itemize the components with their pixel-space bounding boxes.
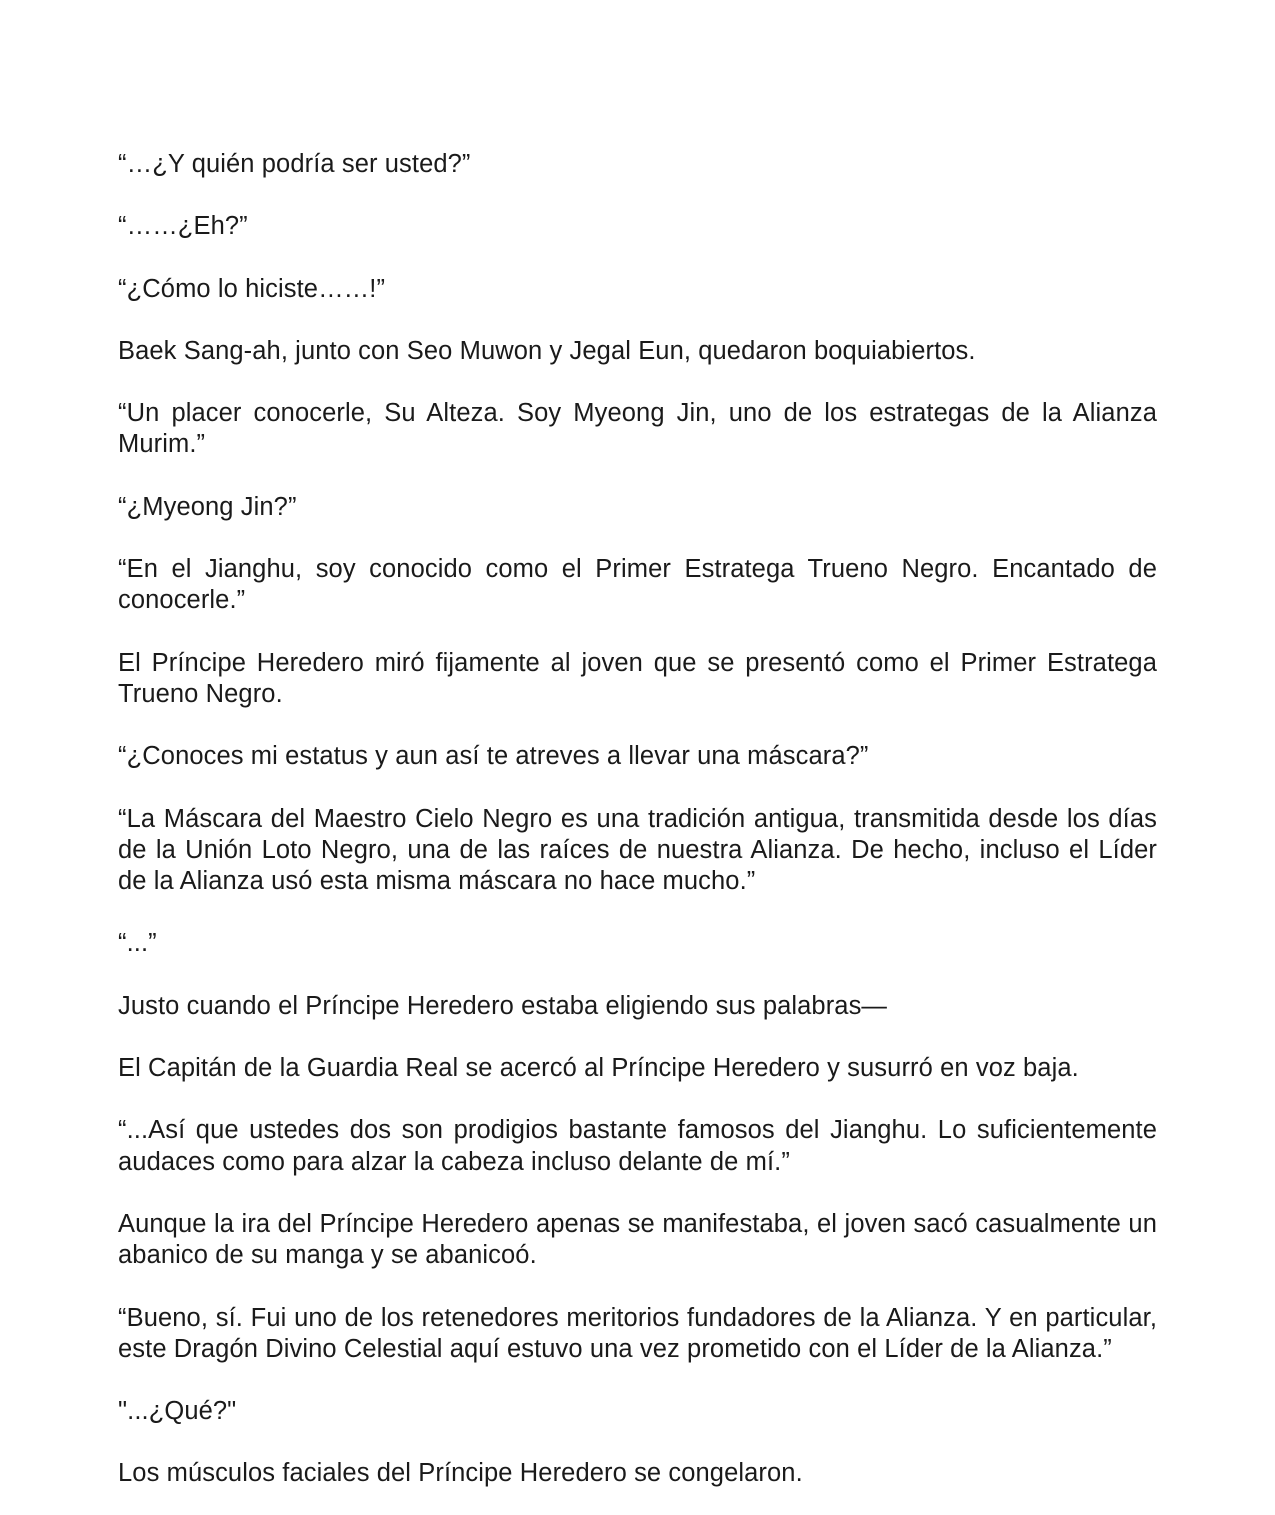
- paragraph: Justo cuando el Príncipe Heredero estaba eligiendo sus palabras—: [118, 991, 888, 1020]
- paragraph: “...”: [118, 929, 157, 958]
- paragraph: “Bueno, sí. Fui uno de los retenedores meritorios fundadores de la Alianza. Y en particular, este Dragón Divino Celestial aquí estuvo una vez prometido con el Líder de la Alianza.”: [118, 1303, 1157, 1363]
- paragraph: "...¿Qué?": [118, 1397, 237, 1426]
- paragraph: “¿Conoces mi estatus y aun así te atreves a llevar una máscara?”: [118, 742, 869, 771]
- paragraph: El Príncipe Heredero miró fijamente al joven que se presentó como el Primer Estratega Trueno Negro.: [118, 648, 1157, 708]
- paragraph: “…¿Y quién podría ser usted?”: [118, 150, 471, 178]
- paragraph: Baek Sang-ah, junto con Seo Muwon y Jegal Eun, quedaron boquiabiertos.: [118, 336, 976, 365]
- paragraph: El Capitán de la Guardia Real se acercó al Príncipe Heredero y susurró en voz baja.: [118, 1054, 1079, 1083]
- paragraph: Aunque la ira del Príncipe Heredero apenas se manifestaba, el joven sacó casualmente un abanico de su manga y se abanicoó.: [118, 1209, 1157, 1270]
- paragraph: Los músculos faciales del Príncipe Heredero se congelaron.: [118, 1459, 803, 1488]
- paragraph: “……¿Eh?”: [118, 212, 248, 241]
- paragraph: “¿Myeong Jin?”: [118, 492, 297, 521]
- paragraph: “...Así que ustedes dos son prodigios bastante famosos del Jianghu. Lo suficientemente audaces como para alzar la cabeza incluso delante de mí.”: [118, 1116, 1157, 1176]
- paragraph: “¿Cómo lo hiciste……!”: [118, 274, 386, 303]
- document-body: [118, 149, 1157, 1515]
- paragraph: “En el Jianghu, soy conocido como el Primer Estratega Trueno Negro. Encantado de conocerle.”: [118, 555, 1157, 615]
- paragraph: “Un placer conocerle, Su Alteza. Soy Myeong Jin, uno de los estrategas de la Alianza Murim.”: [118, 399, 1157, 459]
- paragraph: “La Máscara del Maestro Cielo Negro es una tradición antigua, transmitida desde los días de la Unión Loto Negro, una de las raíces de nuestra Alianza. De hecho, incluso el Líder de la Alianza usó esta misma máscara no hace mucho.”: [118, 804, 1157, 896]
